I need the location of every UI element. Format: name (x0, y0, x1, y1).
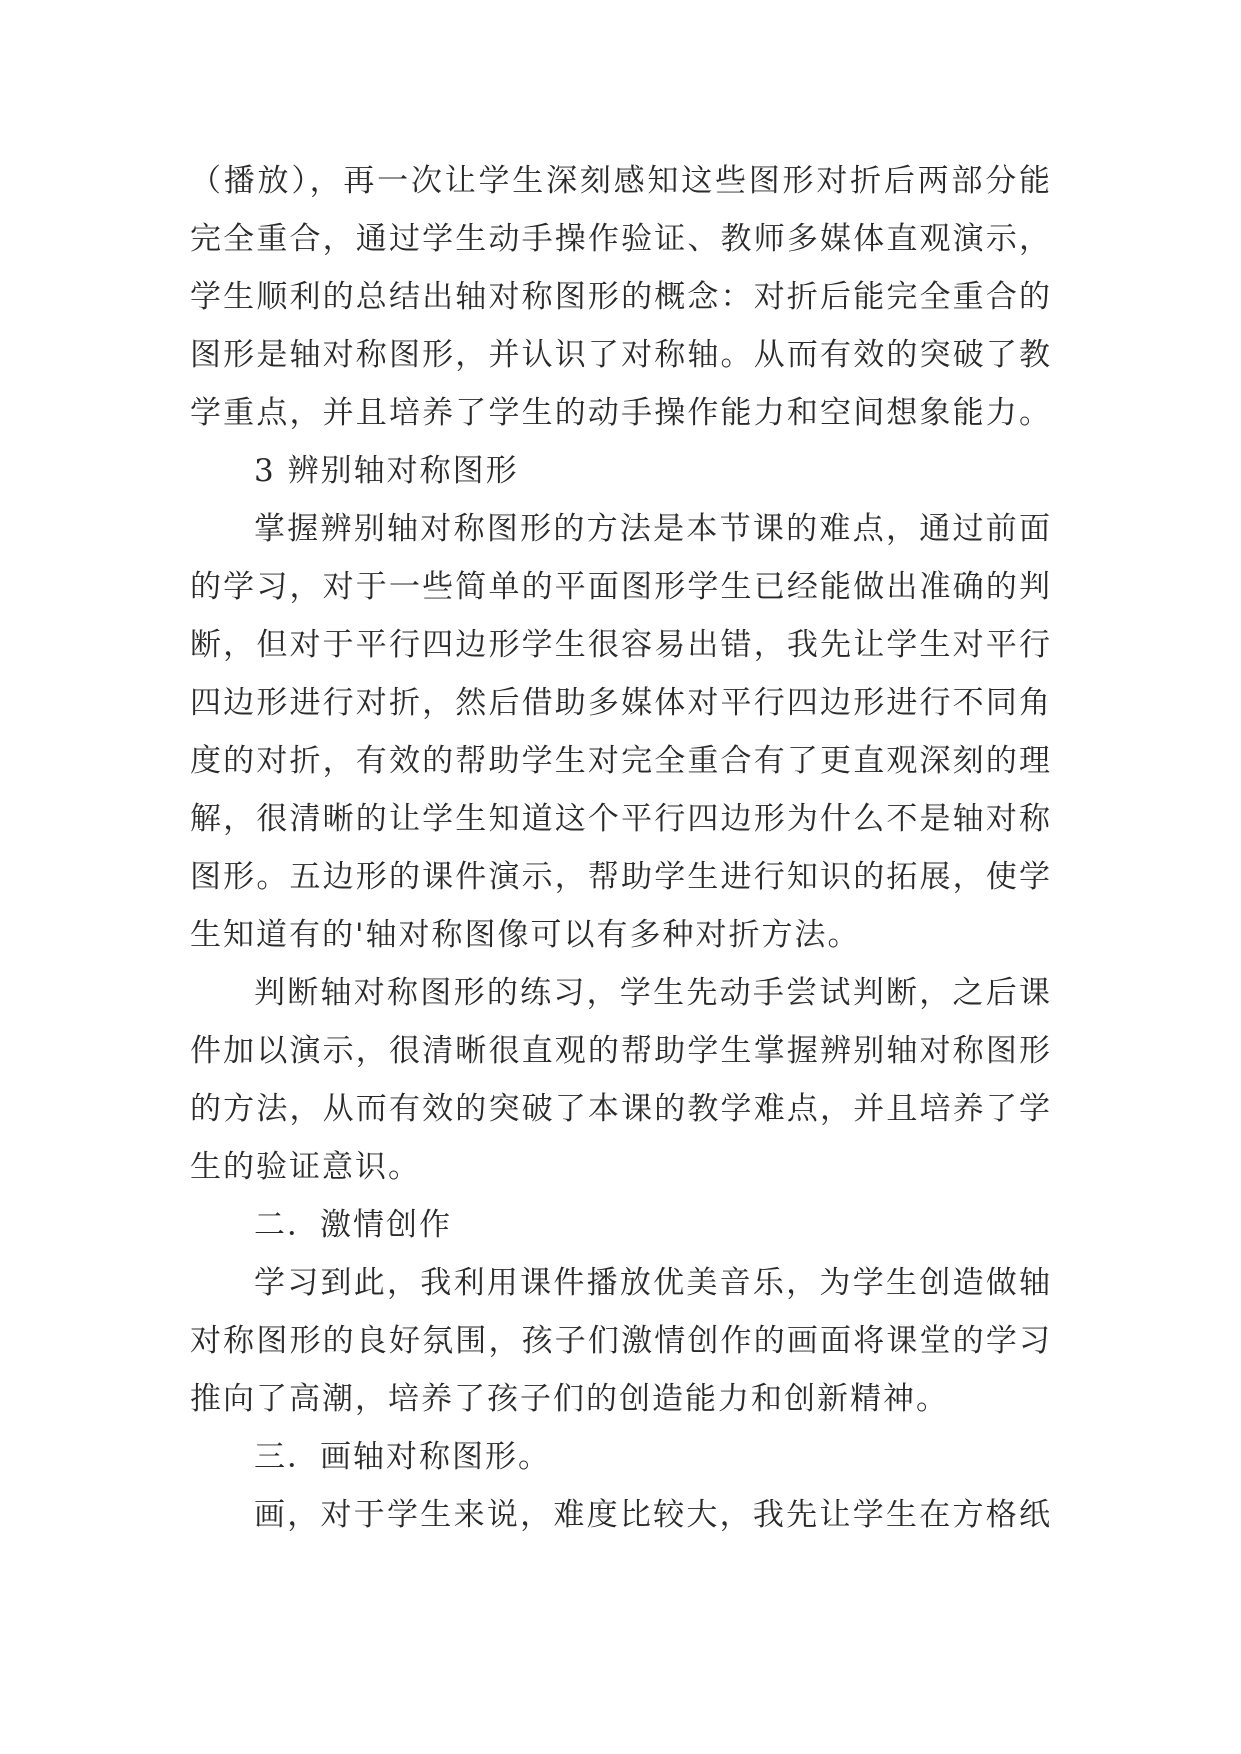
text-line: 推向了高潮，培养了孩子们的创造能力和创新精神。 (190, 1381, 949, 1417)
text-line: 三．画轴对称图形。 (254, 1439, 551, 1475)
text-line: 四边形进行对折，然后借助多媒体对平行四边形进行不同角 (190, 685, 1052, 721)
text-line: 图形是轴对称图形，并认识了对称轴。从而有效的突破了教 (190, 337, 1052, 373)
text-line: 件加以演示，很清晰很直观的帮助学生掌握辨别轴对称图形 (190, 1033, 1052, 1069)
text-line: 断，但对于平行四边形学生很容易出错，我先让学生对平行 (190, 627, 1052, 663)
text-line: 判断轴对称图形的练习，学生先动手尝试判断，之后课 (254, 975, 1052, 1011)
text-line: 图形。五边形的课件演示，帮助学生进行知识的拓展，使学 (190, 859, 1052, 895)
text-line: 完全重合，通过学生动手操作验证、教师多媒体直观演示， (190, 221, 1052, 257)
text-line: 对称图形的良好氛围，孩子们激情创作的画面将课堂的学习 (190, 1323, 1052, 1359)
text-line: 的学习，对于一些简单的平面图形学生已经能做出准确的判 (190, 569, 1052, 605)
text-line: 学生顺利的总结出轴对称图形的概念：对折后能完全重合的 (190, 279, 1052, 315)
text-line: 解，很清晰的让学生知道这个平行四边形为什么不是轴对称 (190, 801, 1052, 837)
text-line: 学重点，并且培养了学生的动手操作能力和空间想象能力。 (190, 395, 1052, 431)
text-line: 3 辨别轴对称图形 (254, 453, 519, 489)
text-line: 的方法，从而有效的突破了本课的教学难点，并且培养了学 (190, 1091, 1052, 1127)
text-line: 掌握辨别轴对称图形的方法是本节课的难点，通过前面 (254, 511, 1052, 547)
text-line: 画，对于学生来说，难度比较大，我先让学生在方格纸 (254, 1497, 1052, 1533)
text-line: （播放），再一次让学生深刻感知这些图形对折后两部分能 (190, 163, 1052, 199)
text-line: 学习到此，我利用课件播放优美音乐，为学生创造做轴 (254, 1265, 1052, 1301)
body-text (190, 152, 1052, 1544)
text-line: 度的对折，有效的帮助学生对完全重合有了更直观深刻的理 (190, 743, 1052, 779)
text-line: 生知道有的'轴对称图像可以有多种对折方法。 (190, 917, 861, 953)
text-line: 二．激情创作 (254, 1207, 452, 1243)
text-line: 生的验证意识。 (190, 1149, 421, 1185)
